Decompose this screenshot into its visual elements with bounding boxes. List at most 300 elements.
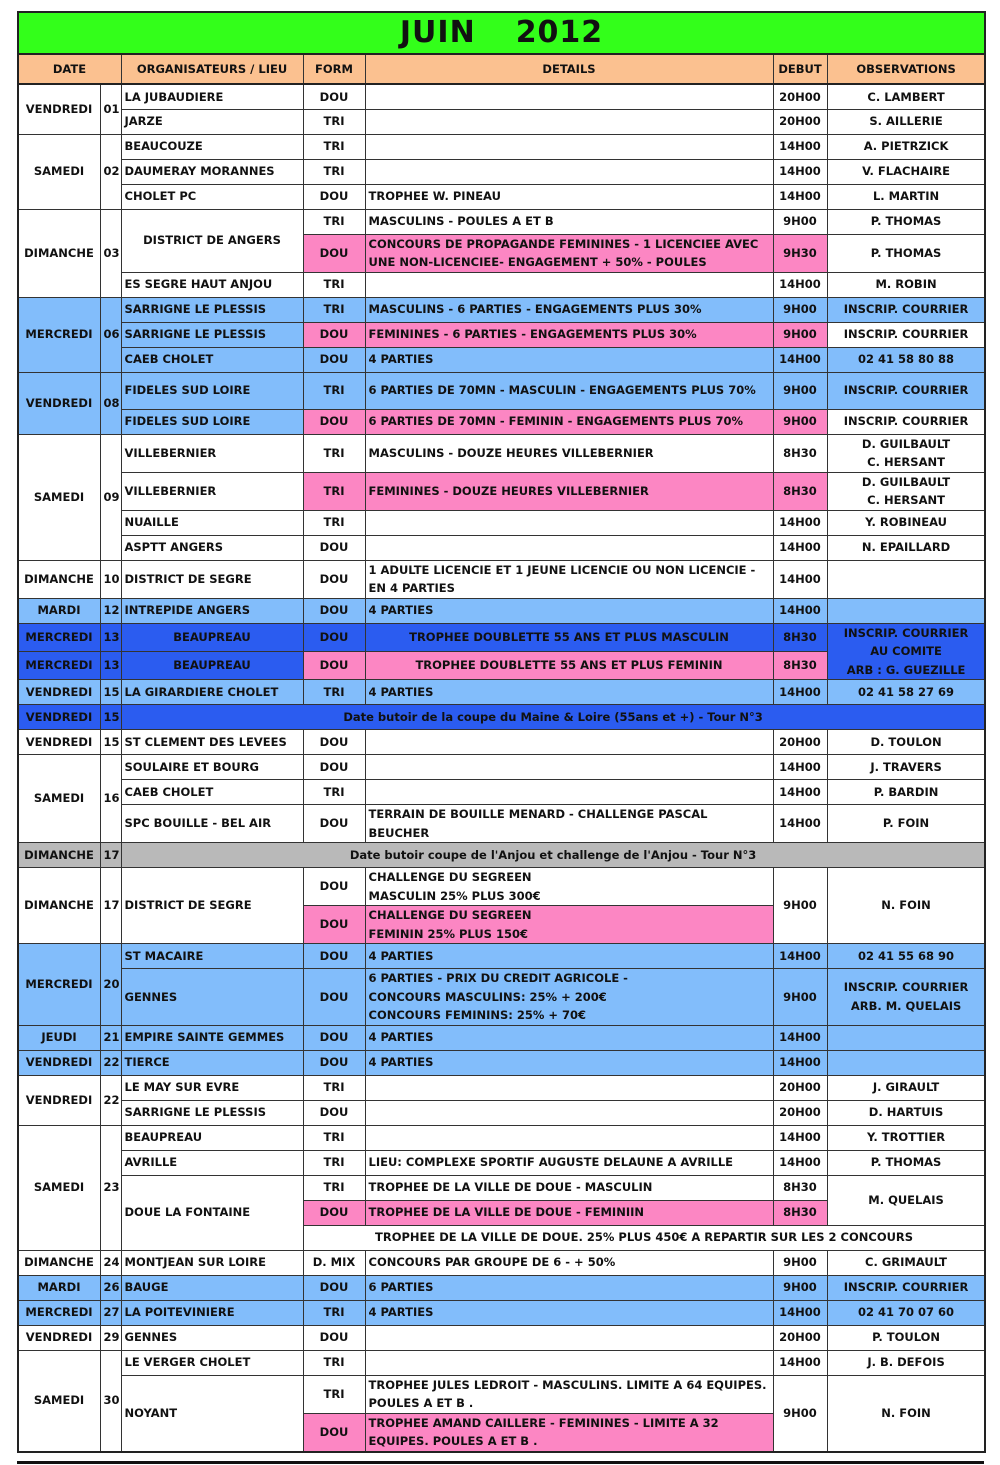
start-time-cell: 14H00 (773, 1025, 827, 1050)
details-cell: CHALLENGE DU SEGREEN FEMININ 25% PLUS 150€ (365, 906, 773, 944)
start-time-cell: 20H00 (773, 84, 827, 109)
table-row (18, 409, 985, 434)
format-cell: TRI (303, 434, 365, 472)
table-row (18, 1275, 985, 1300)
table-row (18, 1250, 985, 1275)
start-time-cell: 9H00 (773, 868, 827, 944)
format-cell: TRI (303, 1175, 365, 1200)
format-cell: DOU (303, 322, 365, 347)
date-num-cell: 13 (100, 623, 121, 651)
table-row (18, 472, 985, 510)
details-cell: 4 PARTIES (365, 1300, 773, 1325)
details-cell: 6 PARTIES DE 70MN - FEMININ - ENGAGEMENTS PLUS 70% (365, 409, 773, 434)
organiser-cell: MONTJEAN SUR LOIRE (121, 1250, 303, 1275)
format-cell: TRI (303, 1350, 365, 1375)
start-time-cell: 8H30 (773, 651, 827, 679)
table-row (18, 1025, 985, 1050)
start-time-cell: 14H00 (773, 598, 827, 623)
details-cell: TROPHEE W. PINEAU (365, 184, 773, 209)
observations-cell: N. FOIN (827, 868, 985, 944)
organiser-cell: ST CLEMENT DES LEVEES (121, 730, 303, 755)
start-time-cell: 14H00 (773, 755, 827, 780)
start-time-cell: 20H00 (773, 1075, 827, 1100)
format-cell: TRI (303, 472, 365, 510)
title-year: 2012 (515, 14, 604, 50)
table-row (18, 1050, 985, 1075)
details-cell: TROPHEE DE LA VILLE DE DOUE - MASCULIN (365, 1175, 773, 1200)
organiser-cell: GENNES (121, 969, 303, 1026)
organiser-cell: VILLEBERNIER (121, 472, 303, 510)
format-cell: TRI (303, 780, 365, 805)
date-num-cell: 15 (100, 730, 121, 755)
organiser-cell: FIDELES SUD LOIRE (121, 372, 303, 409)
date-num-cell: 24 (100, 1250, 121, 1275)
table-row (18, 598, 985, 623)
schedule-sheet (17, 11, 984, 1452)
date-num-cell: 29 (100, 1325, 121, 1350)
table-row (18, 843, 985, 868)
header-organiser: ORGANISATEURS / LIEU (121, 54, 303, 84)
format-cell: DOU (303, 560, 365, 598)
organiser-cell: SPC BOUILLE - BEL AIR (121, 805, 303, 843)
start-time-cell: 9H00 (773, 372, 827, 409)
format-cell: DOU (303, 1050, 365, 1075)
details-cell (365, 84, 773, 109)
date-num-cell: 21 (100, 1025, 121, 1050)
start-time-cell: 14H00 (773, 134, 827, 159)
details-cell: 4 PARTIES (365, 1050, 773, 1075)
format-cell: TRI (303, 1375, 365, 1413)
details-cell (365, 134, 773, 159)
start-time-cell: 14H00 (773, 560, 827, 598)
observations-cell: INSCRIP. COURRIER (827, 1275, 985, 1300)
format-cell: DOU (303, 1200, 365, 1225)
table-row (18, 84, 985, 109)
organiser-cell: ASPTT ANGERS (121, 535, 303, 560)
format-cell: DOU (303, 1275, 365, 1300)
table-row (18, 780, 985, 805)
start-time-cell: 20H00 (773, 1325, 827, 1350)
start-time-cell: 8H30 (773, 1200, 827, 1225)
observations-cell: INSCRIP. COURRIER (827, 372, 985, 409)
table-row (18, 297, 985, 322)
format-cell: DOU (303, 1025, 365, 1050)
table-row (18, 1075, 985, 1100)
day-cell: DIMANCHE (18, 209, 100, 297)
organiser-cell: NUAILLE (121, 510, 303, 535)
table-row (18, 560, 985, 598)
details-cell: CHALLENGE DU SEGREEN MASCULIN 25% PLUS 300€ (365, 868, 773, 906)
organiser-cell: JARZE (121, 109, 303, 134)
format-cell: TRI (303, 1300, 365, 1325)
organiser-cell: INTREPIDE ANGERS (121, 598, 303, 623)
observations-cell (827, 560, 985, 598)
format-cell: DOU (303, 1100, 365, 1125)
table-row (18, 1175, 985, 1200)
observations-cell: P. FOIN (827, 805, 985, 843)
organiser-cell: DAUMERAY MORANNES (121, 159, 303, 184)
observations-cell: INSCRIP. COURRIER (827, 297, 985, 322)
start-time-cell: 9H00 (773, 297, 827, 322)
header-details: DETAILS (365, 54, 773, 84)
details-cell: MASCULINS - DOUZE HEURES VILLEBERNIER (365, 434, 773, 472)
date-num-cell: 23 (100, 1125, 121, 1250)
format-cell: DOU (303, 651, 365, 679)
table-row (18, 1375, 985, 1413)
day-cell: VENDREDI (18, 680, 100, 705)
details-cell (365, 272, 773, 297)
page-title (18, 12, 985, 54)
observations-cell: D. GUILBAULT C. HERSANT (827, 472, 985, 510)
format-cell: DOU (303, 944, 365, 969)
observations-cell: L. MARTIN (827, 184, 985, 209)
details-cell (365, 1350, 773, 1375)
organiser-cell: NOYANT (121, 1375, 303, 1451)
format-cell: TRI (303, 297, 365, 322)
table-row (18, 805, 985, 843)
schedule-table (17, 11, 986, 1452)
day-cell: SAMEDI (18, 434, 100, 560)
details-cell: 4 PARTIES (365, 944, 773, 969)
details-cell (365, 730, 773, 755)
date-num-cell: 22 (100, 1075, 121, 1125)
date-num-cell: 13 (100, 651, 121, 679)
start-time-cell: 9H00 (773, 1275, 827, 1300)
organiser-cell: BEAUPREAU (121, 651, 303, 679)
start-time-cell: 14H00 (773, 159, 827, 184)
details-cell: 4 PARTIES (365, 1025, 773, 1050)
start-time-cell: 9H00 (773, 1375, 827, 1451)
observations-cell: INSCRIP. COURRIER AU COMITE ARB : G. GUEZILLE (827, 623, 985, 680)
details-cell: TROPHEE DOUBLETTE 55 ANS ET PLUS FEMININ (365, 651, 773, 679)
format-cell: DOU (303, 755, 365, 780)
day-cell: SAMEDI (18, 755, 100, 843)
organiser-cell: BEAUCOUZE (121, 134, 303, 159)
day-cell: VENDREDI (18, 1050, 100, 1075)
start-time-cell: 20H00 (773, 1100, 827, 1125)
details-cell: CONCOURS DE PROPAGANDE FEMININES - 1 LICENCIEE AVEC UNE NON-LICENCIEE- ENGAGEMENT + 50% - POULES (365, 234, 773, 272)
organiser-cell: DOUE LA FONTAINE (121, 1175, 303, 1250)
observations-cell: INSCRIP. COURRIER ARB. M. QUELAIS (827, 969, 985, 1026)
deadline-note-cell: Date butoir coupe de l'Anjou et challenge de l'Anjou - Tour N°3 (121, 843, 985, 868)
date-num-cell: 06 (100, 297, 121, 372)
date-num-cell: 30 (100, 1350, 121, 1451)
observations-cell: A. PIETRZICK (827, 134, 985, 159)
details-cell: LIEU: COMPLEXE SPORTIF AUGUSTE DELAUNE A AVRILLE (365, 1150, 773, 1175)
day-cell: SAMEDI (18, 1125, 100, 1250)
format-cell: TRI (303, 1075, 365, 1100)
format-cell: DOU (303, 1413, 365, 1451)
table-row (18, 184, 985, 209)
start-time-cell: 9H00 (773, 409, 827, 434)
start-time-cell: 14H00 (773, 510, 827, 535)
organiser-cell: EMPIRE SAINTE GEMMES (121, 1025, 303, 1050)
start-time-cell: 9H00 (773, 1250, 827, 1275)
organiser-cell: BEAUPREAU (121, 623, 303, 651)
details-cell: FEMININES - 6 PARTIES - ENGAGEMENTS PLUS 30% (365, 322, 773, 347)
day-cell: MERCREDI (18, 623, 100, 651)
table-row (18, 730, 985, 755)
start-time-cell: 9H00 (773, 969, 827, 1026)
format-cell: TRI (303, 272, 365, 297)
start-time-cell: 14H00 (773, 780, 827, 805)
organiser-cell: ES SEGRE HAUT ANJOU (121, 272, 303, 297)
observations-cell: Y. ROBINEAU (827, 510, 985, 535)
date-num-cell: 15 (100, 680, 121, 705)
day-cell: MERCREDI (18, 1300, 100, 1325)
header-format: FORM (303, 54, 365, 84)
organiser-cell: SARRIGNE LE PLESSIS (121, 1100, 303, 1125)
format-cell: TRI (303, 1125, 365, 1150)
format-cell: DOU (303, 623, 365, 651)
day-cell: JEUDI (18, 1025, 100, 1050)
organiser-cell: FIDELES SUD LOIRE (121, 409, 303, 434)
header-start: DEBUT (773, 54, 827, 84)
start-time-cell: 9H30 (773, 234, 827, 272)
observations-cell: J. TRAVERS (827, 755, 985, 780)
start-time-cell: 14H00 (773, 680, 827, 705)
format-cell: TRI (303, 680, 365, 705)
details-cell (365, 755, 773, 780)
organiser-cell: DISTRICT DE ANGERS (121, 209, 303, 272)
observations-cell: P. THOMAS (827, 209, 985, 234)
table-row (18, 1300, 985, 1325)
deadline-note-cell: Date butoir de la coupe du Maine & Loire (55ans et +) - Tour N°3 (121, 705, 985, 730)
start-time-cell: 20H00 (773, 730, 827, 755)
day-cell: DIMANCHE (18, 1250, 100, 1275)
day-cell: DIMANCHE (18, 868, 100, 944)
start-time-cell: 14H00 (773, 272, 827, 297)
details-cell (365, 1075, 773, 1100)
table-row (18, 434, 985, 472)
table-row (18, 535, 985, 560)
details-cell: 6 PARTIES - PRIX DU CREDIT AGRICOLE - CONCOURS MASCULINS: 25% + 200€ CONCOURS FEMININS: 25% + 70€ (365, 969, 773, 1026)
start-time-cell: 14H00 (773, 184, 827, 209)
observations-cell: P. THOMAS (827, 234, 985, 272)
observations-cell: 02 41 70 07 60 (827, 1300, 985, 1325)
table-row (18, 510, 985, 535)
organiser-cell: SARRIGNE LE PLESSIS (121, 297, 303, 322)
start-time-cell: 8H30 (773, 623, 827, 651)
organiser-cell: DISTRICT DE SEGRE (121, 560, 303, 598)
format-cell: DOU (303, 598, 365, 623)
format-cell: TRI (303, 510, 365, 535)
start-time-cell: 9H00 (773, 322, 827, 347)
date-num-cell: 08 (100, 372, 121, 434)
format-cell: DOU (303, 1325, 365, 1350)
day-cell: MERCREDI (18, 944, 100, 1026)
date-num-cell: 16 (100, 755, 121, 843)
observations-cell: C. GRIMAULT (827, 1250, 985, 1275)
day-cell: DIMANCHE (18, 560, 100, 598)
observations-cell: C. LAMBERT (827, 84, 985, 109)
table-row (18, 680, 985, 705)
details-cell: TERRAIN DE BOUILLE MENARD - CHALLENGE PASCAL BEUCHER (365, 805, 773, 843)
table-row (18, 623, 985, 651)
observations-cell: 02 41 55 68 90 (827, 944, 985, 969)
observations-cell: N. EPAILLARD (827, 535, 985, 560)
day-cell: VENDREDI (18, 1075, 100, 1125)
table-row (18, 322, 985, 347)
day-cell: SAMEDI (18, 134, 100, 209)
organiser-cell: VILLEBERNIER (121, 434, 303, 472)
details-cell (365, 1100, 773, 1125)
details-cell (365, 1125, 773, 1150)
organiser-cell: BAUGE (121, 1275, 303, 1300)
organiser-cell: LE MAY SUR EVRE (121, 1075, 303, 1100)
format-cell: TRI (303, 1150, 365, 1175)
date-num-cell: 15 (100, 705, 121, 730)
observations-cell: P. TOULON (827, 1325, 985, 1350)
date-num-cell: 09 (100, 434, 121, 560)
date-num-cell: 12 (100, 598, 121, 623)
organiser-cell: LA POITEVINIERE (121, 1300, 303, 1325)
start-time-cell: 14H00 (773, 944, 827, 969)
day-cell: SAMEDI (18, 1350, 100, 1451)
format-cell: DOU (303, 347, 365, 372)
start-time-cell: 14H00 (773, 535, 827, 560)
header-date: DATE (18, 54, 121, 84)
details-cell (365, 780, 773, 805)
table-row (18, 347, 985, 372)
organiser-cell: SARRIGNE LE PLESSIS (121, 322, 303, 347)
organiser-cell: LA GIRARDIERE CHOLET (121, 680, 303, 705)
format-cell: TRI (303, 159, 365, 184)
details-cell (365, 109, 773, 134)
observations-cell: D. TOULON (827, 730, 985, 755)
day-cell: MARDI (18, 598, 100, 623)
start-time-cell: 14H00 (773, 1300, 827, 1325)
format-cell: D. MIX (303, 1250, 365, 1275)
organiser-cell: LE VERGER CHOLET (121, 1350, 303, 1375)
details-cell: 4 PARTIES (365, 598, 773, 623)
table-row (18, 109, 985, 134)
details-cell: CONCOURS PAR GROUPE DE 6 - + 50% (365, 1250, 773, 1275)
date-num-cell: 17 (100, 868, 121, 944)
format-cell: DOU (303, 535, 365, 560)
details-cell: 6 PARTIES DE 70MN - MASCULIN - ENGAGEMENTS PLUS 70% (365, 372, 773, 409)
start-time-cell: 8H30 (773, 472, 827, 510)
format-cell: DOU (303, 184, 365, 209)
bottom-rule (17, 1461, 984, 1464)
observations-cell (827, 598, 985, 623)
day-cell: VENDREDI (18, 730, 100, 755)
format-cell: DOU (303, 969, 365, 1026)
title-month: JUIN (399, 14, 476, 50)
details-cell: TROPHEE DOUBLETTE 55 ANS ET PLUS MASCULIN (365, 623, 773, 651)
format-cell: DOU (303, 84, 365, 109)
organiser-cell: DISTRICT DE SEGRE (121, 868, 303, 944)
observations-cell: INSCRIP. COURRIER (827, 322, 985, 347)
observations-cell: P. THOMAS (827, 1150, 985, 1175)
header-observations: OBSERVATIONS (827, 54, 985, 84)
organiser-cell: CAEB CHOLET (121, 780, 303, 805)
organiser-cell: TIERCE (121, 1050, 303, 1075)
organiser-cell: BEAUPREAU (121, 1125, 303, 1150)
start-time-cell: 9H00 (773, 209, 827, 234)
observations-cell (827, 1025, 985, 1050)
organiser-cell: GENNES (121, 1325, 303, 1350)
start-time-cell: 14H00 (773, 347, 827, 372)
organiser-cell: ST MACAIRE (121, 944, 303, 969)
table-row (18, 868, 985, 906)
format-cell: TRI (303, 372, 365, 409)
details-cell: MASCULINS - POULES A ET B (365, 209, 773, 234)
table-row (18, 705, 985, 730)
organiser-cell: LA JUBAUDIERE (121, 84, 303, 109)
date-num-cell: 02 (100, 134, 121, 209)
details-cell: 4 PARTIES (365, 347, 773, 372)
details-cell: 6 PARTIES (365, 1275, 773, 1300)
details-cell (365, 159, 773, 184)
format-cell: TRI (303, 109, 365, 134)
start-time-cell: 14H00 (773, 1050, 827, 1075)
date-num-cell: 26 (100, 1275, 121, 1300)
start-time-cell: 14H00 (773, 1125, 827, 1150)
format-cell: DOU (303, 409, 365, 434)
date-num-cell: 22 (100, 1050, 121, 1075)
details-cell: 1 ADULTE LICENCIE ET 1 JEUNE LICENCIE OU NON LICENCIE - EN 4 PARTIES (365, 560, 773, 598)
table-row (18, 755, 985, 780)
table-row (18, 272, 985, 297)
organiser-cell: CHOLET PC (121, 184, 303, 209)
observations-cell: M. ROBIN (827, 272, 985, 297)
day-cell: MERCREDI (18, 651, 100, 679)
organiser-cell: CAEB CHOLET (121, 347, 303, 372)
format-cell: TRI (303, 134, 365, 159)
table-row (18, 1100, 985, 1125)
table-row (18, 1325, 985, 1350)
observations-cell: M. QUELAIS (827, 1175, 985, 1225)
date-num-cell: 10 (100, 560, 121, 598)
observations-cell (827, 1050, 985, 1075)
details-cell (365, 535, 773, 560)
date-num-cell: 01 (100, 84, 121, 134)
table-row (18, 134, 985, 159)
details-cell: FEMININES - DOUZE HEURES VILLEBERNIER (365, 472, 773, 510)
details-cell (365, 510, 773, 535)
start-time-cell: 14H00 (773, 1350, 827, 1375)
observations-cell: 02 41 58 80 88 (827, 347, 985, 372)
date-num-cell: 27 (100, 1300, 121, 1325)
details-cell: TROPHEE DE LA VILLE DE DOUE - FEMINIIN (365, 1200, 773, 1225)
details-note-cell: TROPHEE DE LA VILLE DE DOUE. 25% PLUS 450€ A REPARTIR SUR LES 2 CONCOURS (303, 1225, 985, 1250)
format-cell: DOU (303, 730, 365, 755)
observations-cell: J. B. DEFOIS (827, 1350, 985, 1375)
date-num-cell: 17 (100, 843, 121, 868)
observations-cell: D. GUILBAULT C. HERSANT (827, 434, 985, 472)
day-cell: VENDREDI (18, 84, 100, 134)
organiser-cell: AVRILLE (121, 1150, 303, 1175)
observations-cell: D. HARTUIS (827, 1100, 985, 1125)
observations-cell: P. BARDIN (827, 780, 985, 805)
format-cell: TRI (303, 209, 365, 234)
details-cell: MASCULINS - 6 PARTIES - ENGAGEMENTS PLUS 30% (365, 297, 773, 322)
date-num-cell: 20 (100, 944, 121, 1026)
format-cell: DOU (303, 906, 365, 944)
title-row (18, 12, 985, 54)
details-cell: TROPHEE AMAND CAILLERE - FEMININES - LIMITE A 32 EQUIPES. POULES A ET B . (365, 1413, 773, 1451)
day-cell: VENDREDI (18, 372, 100, 434)
table-row (18, 209, 985, 234)
observations-cell: S. AILLERIE (827, 109, 985, 134)
details-cell (365, 1325, 773, 1350)
observations-cell: N. FOIN (827, 1375, 985, 1451)
table-row (18, 1350, 985, 1375)
table-row (18, 969, 985, 1026)
table-row (18, 372, 985, 409)
start-time-cell: 20H00 (773, 109, 827, 134)
